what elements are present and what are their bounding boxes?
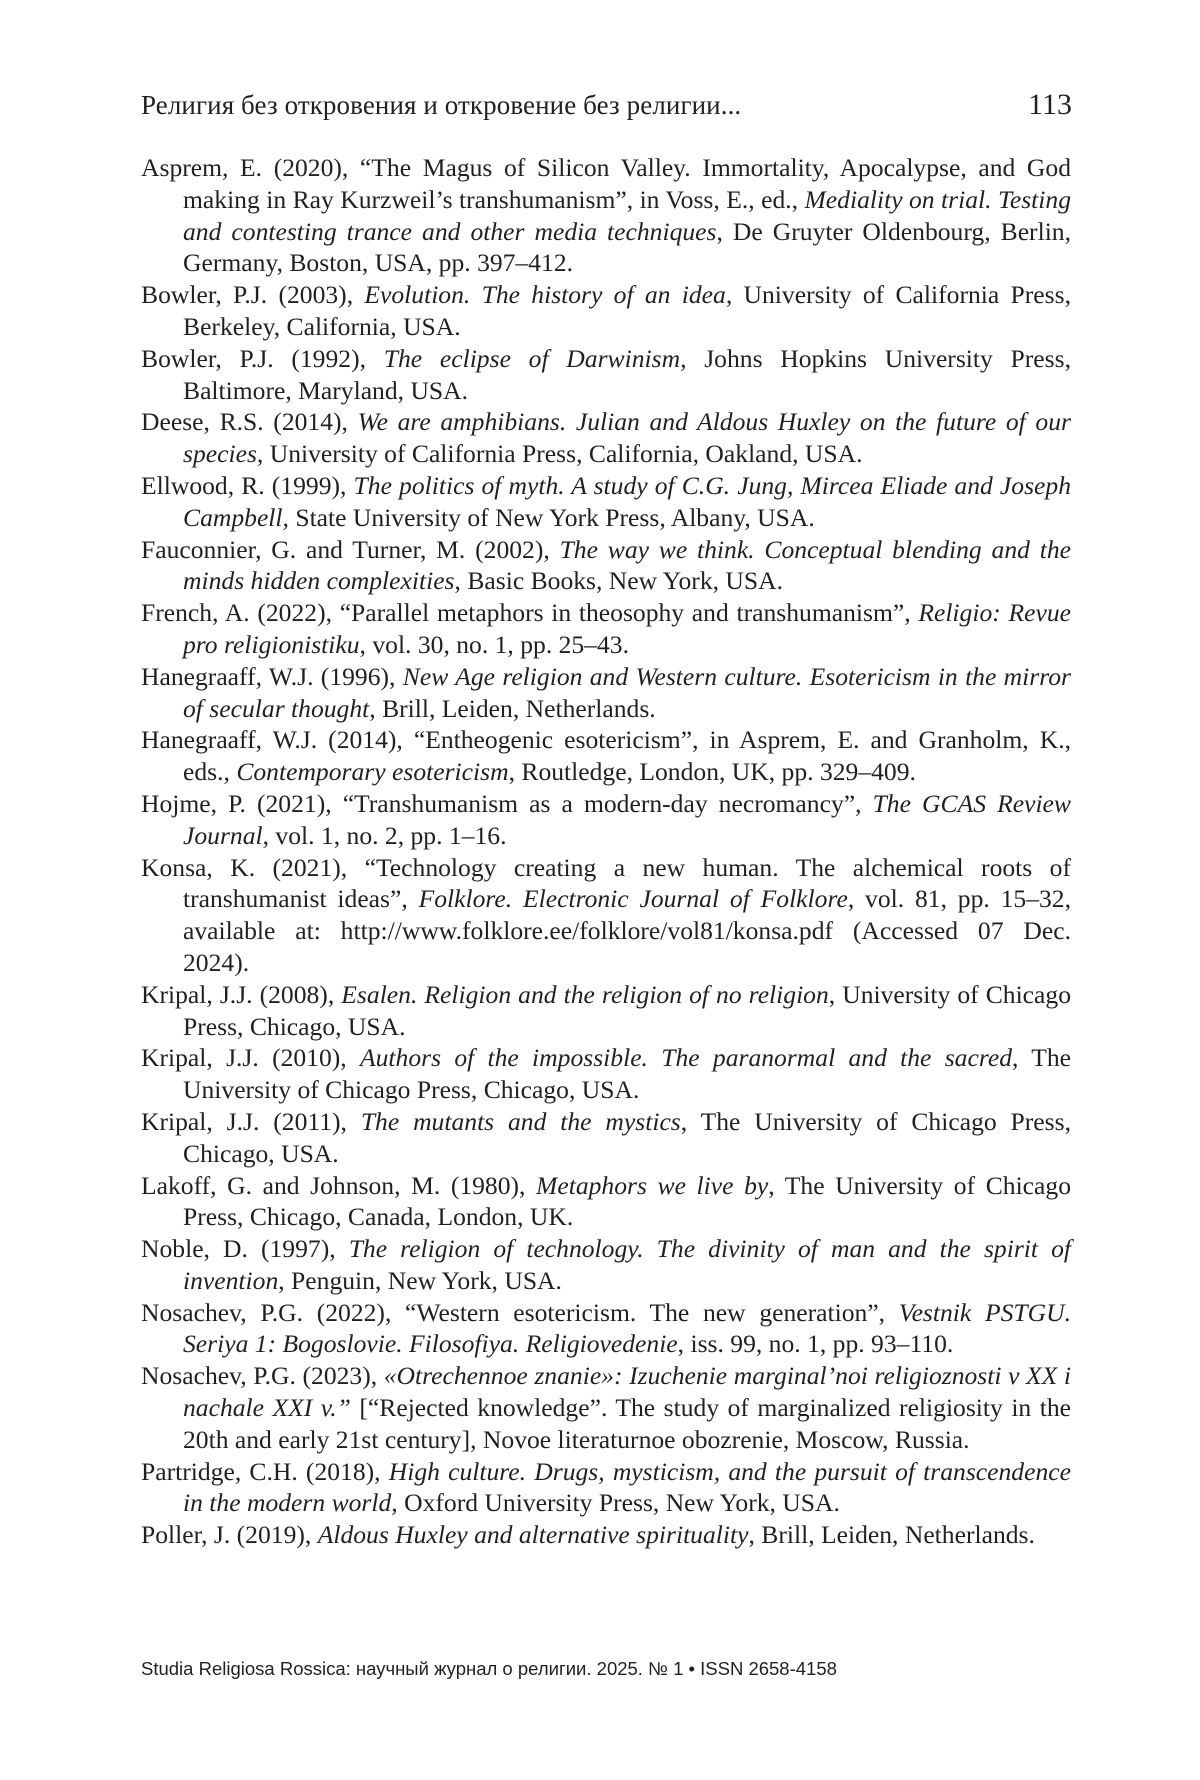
reference-title: Esalen. Religion and the religion of no religion (341, 979, 829, 1009)
page-header (141, 88, 1072, 128)
reference-pre: Nosachev, P.G. (2023), (141, 1361, 384, 1391)
reference-item (141, 152, 1071, 279)
reference-pre: Hanegraaff, W.J. (1996), (141, 661, 403, 691)
reference-list (141, 152, 1071, 1551)
reference-pre: Hojme, P. (2021), “Transhumanism as a modern-day necromancy”, (141, 788, 873, 818)
reference-item (141, 979, 1071, 1043)
reference-item (141, 470, 1071, 534)
reference-post: , iss. 99, no. 1, pp. 93–110. (677, 1329, 954, 1359)
reference-pre: Fauconnier, G. and Turner, M. (2002), (141, 534, 560, 564)
reference-item (141, 1170, 1071, 1234)
reference-post: , Basic Books, New York, USA. (454, 566, 784, 596)
reference-title: High culture. Drugs, mysticism, and the pursuit of transcendence in the modern world, (183, 1456, 1071, 1518)
reference-title: Religio: Revue pro religionistiku (183, 598, 1071, 659)
reference-pre: Asprem, E. (2020), “The Magus of Silicon Valley. Immortality, Apocalypse, and God making in Ray Kurzweil’s transhumanism”, in Voss, E., ed., (141, 153, 1071, 214)
reference-pre: Lakoff, G. and Johnson, M. (1980), (141, 1170, 537, 1200)
reference-item (141, 1519, 1071, 1551)
reference-post: State University of New York Press, Albany, USA. (288, 502, 815, 532)
reference-item (141, 724, 1071, 788)
reference-post: , vol. 1, no. 2, pp. 1–16. (262, 820, 507, 850)
reference-post: , vol. 30, no. 1, pp. 25–43. (359, 629, 629, 659)
reference-item (141, 597, 1071, 661)
reference-title: The eclipse of Darwinism, (383, 343, 687, 373)
reference-post: , De Gruyter Oldenbourg, Berlin, Germany, Boston, USA, pp. 397–412. (183, 216, 1071, 278)
reference-item (141, 852, 1071, 979)
reference-pre: Kripal, J.J. (2010), (141, 1043, 360, 1073)
reference-title: Vestnik PSTGU. Seriya 1: Bogoslovie. Filosofiya. Religiovedenie (183, 1297, 1071, 1359)
reference-title: «Otrechennoe znanie»: Izuchenie marginal’noi religioznosti v XX i nachale XXI v.” (183, 1361, 1071, 1423)
reference-post: , University of Chicago Press, Chicago, USA. (183, 979, 1071, 1041)
reference-pre: Deese, R.S. (2014), (141, 407, 358, 437)
reference-title: We are amphibians. Julian and Aldous Huxley on the future of our species, (183, 407, 1071, 469)
reference-item (141, 1042, 1071, 1106)
reference-post: , The University of Chicago Press, Chicago, USA. (183, 1043, 1072, 1105)
reference-item (141, 661, 1071, 725)
reference-title: The GCAS Review Journal (183, 788, 1071, 850)
reference-title: Aldous Huxley and alternative spirituality (317, 1520, 749, 1550)
reference-pre: Ellwood, R. (1999), (141, 470, 354, 500)
reference-title: Folklore. Electronic Journal of Folklore (418, 884, 848, 914)
reference-item (141, 1456, 1071, 1520)
reference-title: New Age religion and Western culture. Esotericism in the mirror of secular thought (183, 661, 1072, 723)
reference-post: University of California Press, Berkeley, California, USA. (183, 280, 1071, 341)
page-number: 113 (1028, 88, 1072, 121)
reference-item (141, 1106, 1071, 1170)
reference-pre: Partridge, C.H. (2018), (141, 1456, 389, 1486)
reference-pre: Noble, D. (1997), (141, 1234, 349, 1264)
reference-post: , Penguin, New York, USA. (278, 1265, 562, 1295)
reference-item (141, 406, 1071, 470)
reference-item (141, 788, 1071, 852)
reference-pre: Kripal, J.J. (2011), (141, 1106, 361, 1136)
reference-pre: French, A. (2022), “Parallel metaphors in theosophy and transhumanism”, (141, 598, 919, 628)
reference-post: , Routledge, London, UK, pp. 329–409. (508, 757, 916, 787)
reference-post: , The University of Chicago Press, Chicago, Canada, London, UK. (183, 1170, 1071, 1232)
reference-post: [“Rejected knowledge”. The study of marginalized religiosity in the 20th and early 21st century], Novoe literaturnoe obozrenie, Moscow, Russia. (183, 1393, 1071, 1454)
reference-title: The mutants and the mystics (360, 1106, 681, 1136)
reference-pre: Kripal, J.J. (2008), (141, 979, 342, 1009)
reference-item (141, 1297, 1071, 1361)
reference-post: , Brill, Leiden, Netherlands. (369, 693, 656, 723)
reference-pre: Poller, J. (2019), (141, 1520, 318, 1550)
reference-item (141, 279, 1071, 343)
reference-pre: Bowler, P.J. (2003), (141, 280, 365, 310)
reference-pre: Bowler, P.J. (1992), (141, 343, 384, 373)
reference-item (141, 534, 1071, 598)
running-title: Религия без откровения и откровение без религии... (141, 90, 742, 120)
reference-title: Contemporary esotericism (236, 757, 509, 787)
reference-post: University of California Press, California, Oakland, USA. (263, 439, 863, 469)
reference-pre: Konsa, K. (2021), “Technology creating a new human. The alchemical roots of transhumanist ideas”, (141, 852, 1071, 914)
reference-title: Metaphors we live by (536, 1170, 769, 1200)
reference-title: The religion of technology. The divinity of man and the spirit of invention (183, 1234, 1071, 1295)
journal-footer: Studia Religiosa Rossica: научный журнал о религии. 2025. № 1 • ISSN 2658-4158 (141, 1658, 837, 1679)
reference-post: , Brill, Leiden, Netherlands. (748, 1520, 1035, 1550)
reference-title: The politics of myth. A study of C.G. Jung, Mircea Eliade and Joseph Campbell, (183, 470, 1071, 532)
reference-item (141, 1360, 1071, 1455)
reference-title: Mediality on trial. Testing and contesting trance and other media techniques (183, 184, 1071, 246)
reference-item (141, 1233, 1071, 1297)
reference-post: Johns Hopkins University Press, Baltimore, Maryland, USA. (183, 343, 1071, 405)
reference-item (141, 343, 1071, 407)
reference-post: Oxford University Press, New York, USA. (397, 1488, 840, 1518)
reference-title: Authors of the impossible. The paranormal and the sacred (359, 1043, 1012, 1073)
reference-pre: Nosachev, P.G. (2022), “Western esotericism. The new generation”, (141, 1297, 899, 1327)
reference-post: , The University of Chicago Press, Chicago, USA. (183, 1106, 1071, 1168)
reference-title: Evolution. The history of an idea, (364, 280, 733, 310)
reference-post: , vol. 81, pp. 15–32, available at: http://www.folklore.ee/folklore/vol81/konsa.pdf (Accessed 07 Dec. 2024). (183, 884, 1071, 977)
reference-pre: Hanegraaff, W.J. (2014), “Entheogenic esotericism”, in Asprem, E. and Granholm, K., eds., (141, 725, 1071, 787)
reference-title: The way we think. Conceptual blending and the minds hidden complexities (183, 534, 1071, 596)
